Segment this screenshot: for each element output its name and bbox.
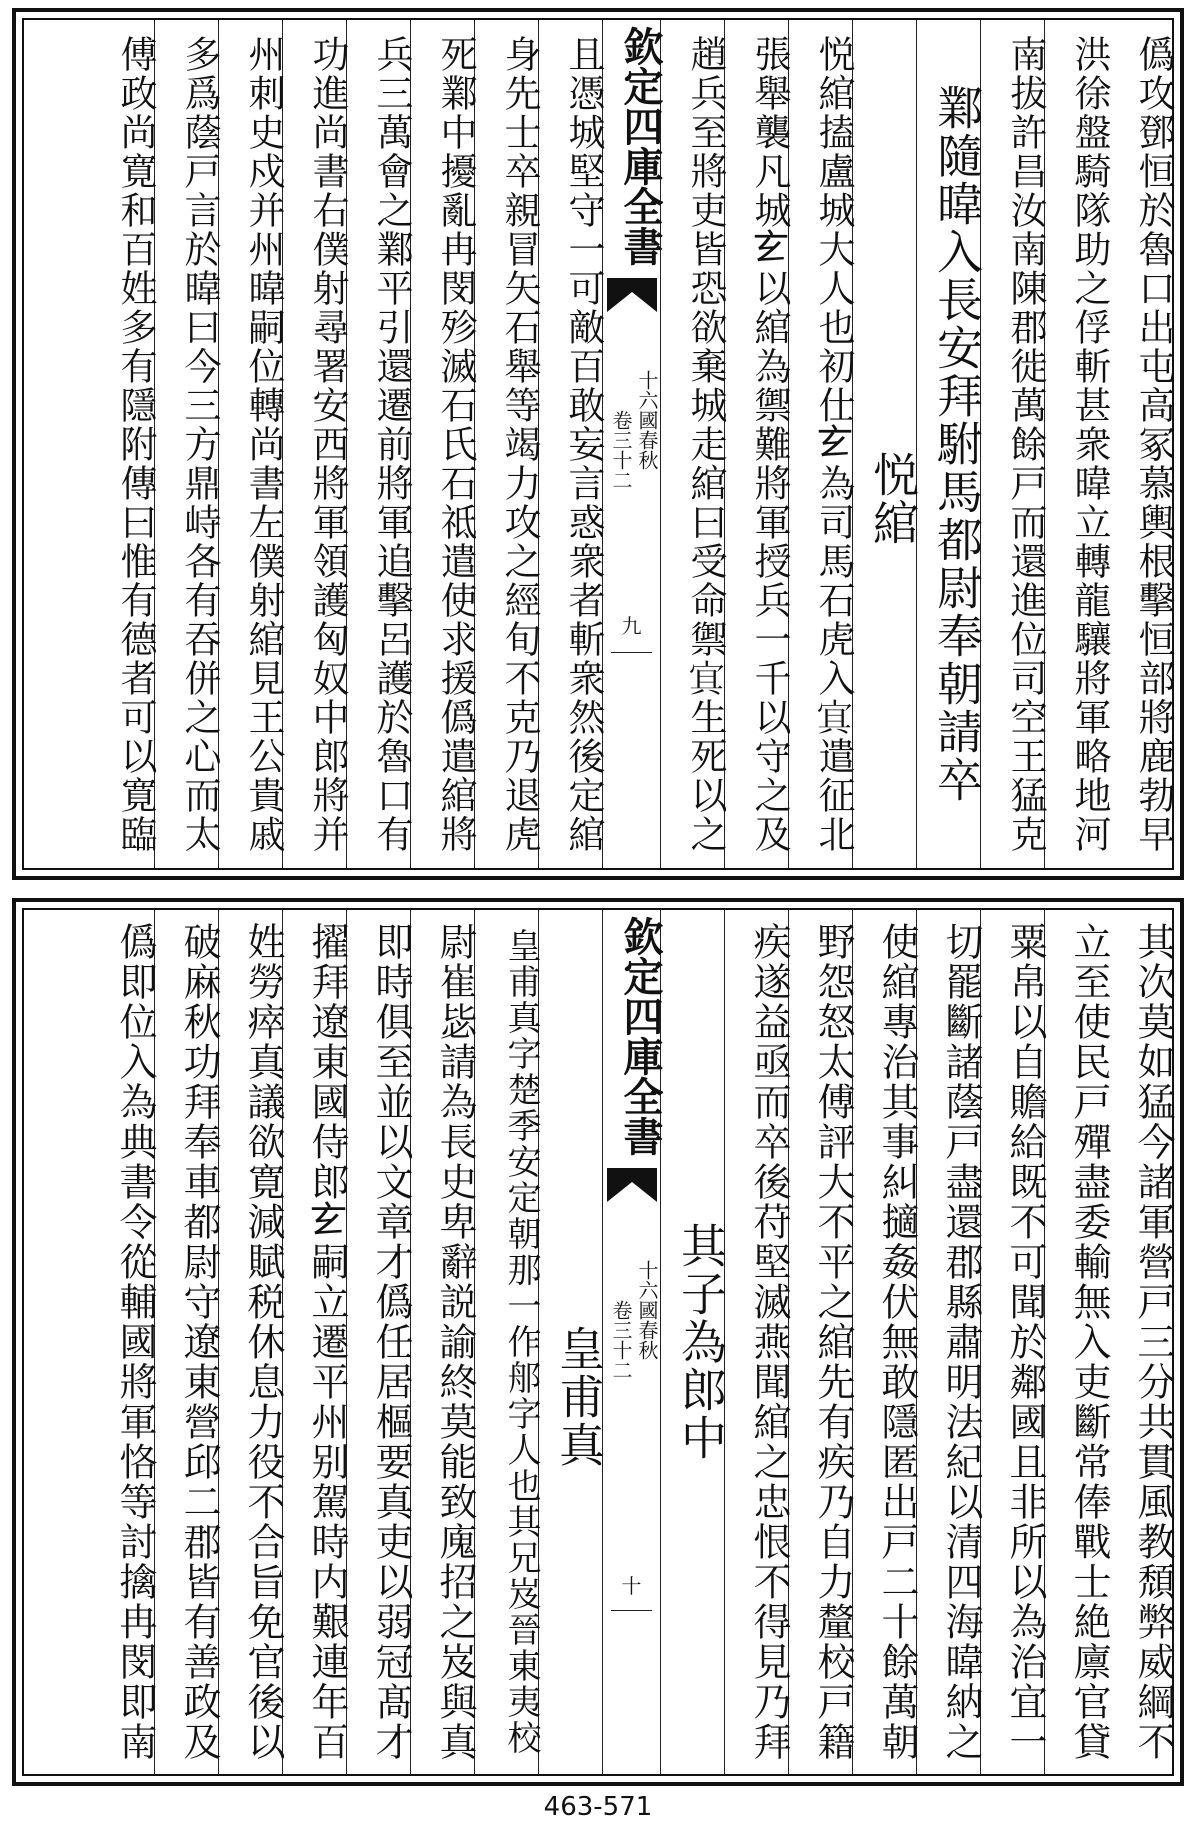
column-text: 僞即位入為典書令從輔國將軍恪等討擒冉閔即南 (113, 922, 157, 1762)
column-text: 鄴隨暐入長安拜駙馬都尉奉朝請卒 (930, 84, 984, 804)
text-column (788, 20, 855, 868)
text-column (724, 20, 791, 868)
column-text: 僞攻鄧恒於魯口出屯高冢慕輿根擊恒部將鹿勃早 (1132, 34, 1175, 854)
column-text: 功進尚書右僕射尋署安西將軍領護匈奴中郎將并 (306, 34, 349, 854)
column-text: 尉崔毖請為長史卑辭説諭終莫能致廆招之岌與真 (433, 922, 477, 1762)
column-text: 兵三萬會之鄴平引還遷前將軍追擊呂護於魯口有 (370, 34, 413, 854)
gutter-book-title: 十六國春秋 (635, 1260, 659, 1360)
column-text: 張舉襲凡城𤣥以綰為禦難將軍授兵一千以守之及 (748, 34, 791, 854)
text-column (282, 910, 349, 1774)
column-text: 切罷斷諸蔭戸盡還郡縣肅明法紀以清四海暐納之 (939, 922, 983, 1762)
column-text: 死鄴中擾亂冉閔殄滅石氏石祗遣使求援僞遣綰將 (434, 34, 477, 854)
text-column (96, 910, 157, 1774)
column-text: 且憑城堅守一可敵百敢妄言惑衆者斬衆然後定綰 (562, 34, 605, 854)
top-page-panel (12, 8, 1184, 880)
gutter-volume: 卷三十二 (609, 410, 633, 490)
column-text: 其次莫如猛今諸軍營戸三分共貫風教頹弊威綱不 (1131, 922, 1175, 1762)
gutter-title: 欽定四庫全書 (617, 916, 664, 1156)
bottom-page-frame (22, 908, 1174, 1776)
gutter-volume: 卷三十二 (609, 1300, 633, 1380)
column-text: 野怨怒太傅評大不平之綰先有疾乃自力釐校戸籍 (811, 922, 855, 1762)
text-column (1108, 20, 1175, 868)
text-column (96, 20, 157, 868)
column-text: 悦綰搕盧城大人也初仕𤣥為司馬石虎入𡨋遣征北 (812, 34, 855, 854)
gutter-book-title: 十六國春秋 (635, 370, 659, 470)
page-number: 463-571 (543, 1792, 653, 1822)
text-column (538, 910, 606, 1774)
text-column (474, 910, 541, 1774)
text-column (724, 910, 791, 1774)
gutter-leaf-number: 九 (621, 614, 642, 638)
column-text: 傅政尚寛和百姓多有隱附傳曰惟有德者可以寛臨 (114, 34, 157, 854)
text-column (660, 20, 727, 868)
column-text: 趙兵至將吏皆恐欲棄城走綰曰受命禦𡨋生死以之 (684, 34, 727, 854)
column-text: 皇甫真字楚季安定朝那一作郍字人也其兄岌晉東夷校 (501, 928, 541, 1756)
top-page-frame (22, 18, 1174, 870)
text-column (916, 20, 984, 868)
text-column (852, 20, 920, 868)
column-text: 使綰專治其事糾擿姦伏無敢隱匿出戸二十餘萬朝 (875, 922, 919, 1762)
column-text: 多爲蔭戸言於暐曰今三方鼎峙各有吞併之心而太 (178, 34, 221, 854)
text-column (660, 910, 728, 1774)
text-column (218, 20, 285, 868)
column-text: 擢拜遼東國侍郎𤣥嗣立遷平州别駕時内艱連年百 (305, 922, 349, 1762)
text-column (1044, 910, 1111, 1774)
column-text: 破麻秋功拜奉車都尉守遼東營邱二郡皆有善政及 (177, 922, 221, 1762)
text-column (282, 20, 349, 868)
bottom-page-panel (12, 898, 1184, 1786)
section-heading: 悦綰 (866, 451, 920, 547)
text-column (980, 20, 1047, 868)
column-text: 州刺史戍并州暐嗣位轉尚書左僕射綰見王公貴戚 (242, 34, 285, 854)
gutter-title: 欽定四庫全書 (617, 26, 664, 266)
column-text: 南拔許昌汝南陳郡徙萬餘戸而還進位司空王猛克 (1004, 34, 1047, 854)
column-text: 其子為郎中 (674, 1222, 728, 1462)
column-text: 疾遂益亟而卒後苻堅滅燕聞綰之忠恨不得見乃拜 (747, 922, 791, 1762)
text-column (410, 910, 477, 1774)
text-column (346, 20, 413, 868)
text-column (788, 910, 855, 1774)
gutter-leaf-number: 十 (621, 1574, 642, 1598)
column-text: 粟帛以自贍給既不可聞於鄰國且非所以為治宜一 (1003, 922, 1047, 1762)
gutter-divider (611, 1610, 652, 1611)
fish-tail-mark-icon (607, 278, 657, 312)
section-heading: 皇甫真 (552, 1325, 606, 1469)
column-text: 姓勞瘁真議欲寛減賦税休息力役不合旨免官後以 (241, 922, 285, 1762)
text-column (1044, 20, 1111, 868)
text-column (538, 20, 605, 868)
text-column (154, 20, 221, 868)
text-column (218, 910, 285, 1774)
center-gutter (602, 910, 664, 1774)
column-text: 洪徐盤騎隊助之俘斬甚衆暐立轉龍驤將軍略地河 (1068, 34, 1111, 854)
text-column (346, 910, 413, 1774)
column-text: 即時俱至並以文章才僞任居樞要真吏以弱冠髙才 (369, 922, 413, 1762)
text-column (852, 910, 919, 1774)
fish-tail-mark-icon (607, 1168, 657, 1202)
column-text: 立至使民戸殫盡委輸無入吏斷常俸戰士絶廪官貸 (1067, 922, 1111, 1762)
text-column (154, 910, 221, 1774)
column-text: 身先士卒親冒矢石舉等竭力攻之經旬不克乃退虎 (498, 34, 541, 854)
text-column (410, 20, 477, 868)
text-column (916, 910, 983, 1774)
text-column (980, 910, 1047, 1774)
gutter-divider (611, 652, 652, 653)
text-column (1108, 910, 1175, 1774)
center-gutter (602, 20, 664, 868)
text-column (474, 20, 541, 868)
